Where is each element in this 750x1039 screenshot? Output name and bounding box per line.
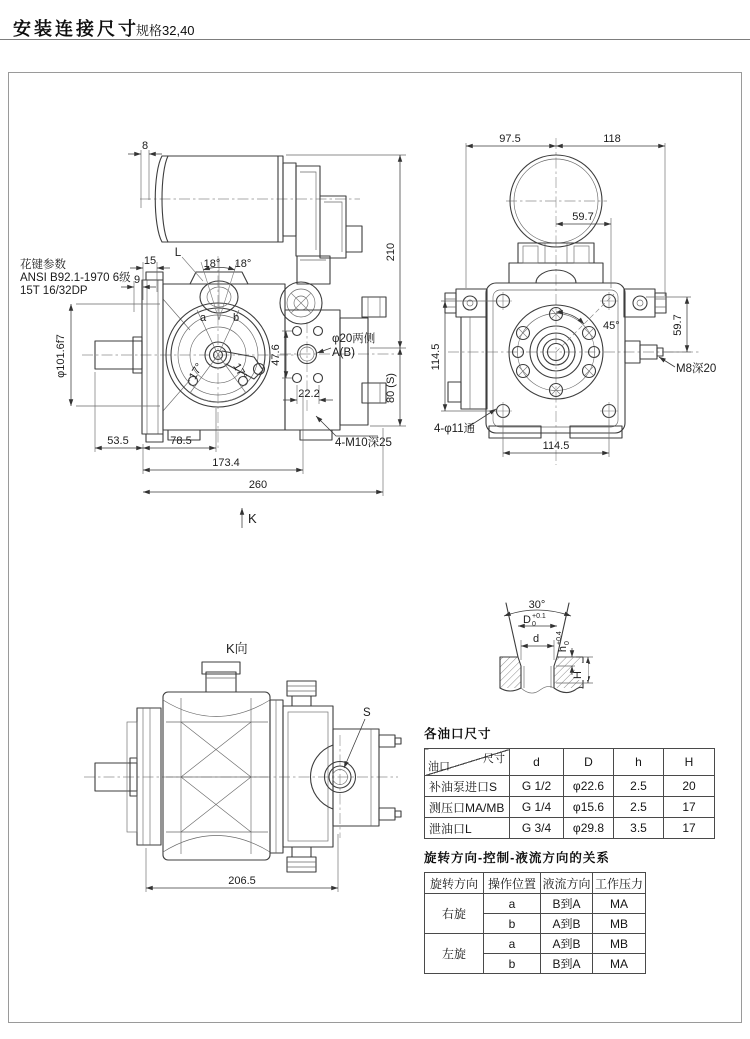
corner-header-cell: [425, 749, 510, 776]
label-k-direction: K: [248, 511, 257, 526]
dim-9: 9: [133, 274, 141, 286]
dim-206-5: 206.5: [228, 875, 256, 887]
dim-78-5: 78.5: [170, 435, 192, 447]
table-row: [425, 797, 715, 818]
corner-label-size: 尺寸: [483, 753, 505, 765]
col-header-flow: 液流方向: [541, 873, 593, 894]
direction-cw: 右旋: [425, 894, 484, 934]
cell: 17: [664, 818, 715, 839]
cell: MA: [593, 894, 646, 914]
cell: 17: [664, 797, 715, 818]
cell: b: [484, 914, 541, 934]
label-port-ab: A(B): [332, 347, 355, 359]
dim-260: 260: [248, 479, 268, 491]
dim-118: 118: [603, 133, 621, 145]
dim-d: d: [532, 633, 540, 645]
cell: 2.5: [614, 797, 664, 818]
dim-D-tol-up: +0.1: [532, 613, 546, 620]
end-view-dimensions: [430, 133, 716, 457]
table-row: [425, 818, 715, 839]
cell: G 3/4: [510, 818, 564, 839]
cell: φ22.6: [564, 776, 614, 797]
cell: a: [484, 894, 541, 914]
cell: a: [484, 934, 541, 954]
dim-45: 45°: [603, 320, 620, 332]
cell: 2.5: [614, 776, 664, 797]
dim-18-right: 18°: [234, 258, 252, 270]
front-view-dimensions: [20, 140, 406, 528]
rotation-table: [424, 872, 646, 974]
dim-210: 210: [385, 242, 397, 262]
dim-30: 30°: [528, 599, 546, 611]
port-name: 测压口MA/MB: [425, 797, 510, 818]
cell: A到B: [541, 934, 593, 954]
port-name: 泄油口L: [425, 818, 510, 839]
port-table-title: 各油口尺寸: [424, 727, 492, 741]
dim-59-7-top: 59.7: [572, 211, 594, 223]
dim-15: 15: [143, 255, 157, 267]
cell: B到A: [541, 954, 593, 974]
col-header-position: 操作位置: [484, 873, 541, 894]
dim-80-s: 80 (S): [385, 373, 397, 403]
dim-114-5-bottom: 114.5: [542, 440, 570, 452]
cell: 20: [664, 776, 715, 797]
dim-47-6: 47.6: [270, 344, 282, 366]
page-subtitle: 规格32,40: [136, 23, 195, 38]
dim-173-4: 173.4: [212, 457, 240, 469]
spline-note-line3: 15T 16/32DP: [20, 285, 88, 297]
dim-97-5: 97.5: [499, 133, 521, 145]
col-header-rotation: 旋转方向: [425, 873, 484, 894]
dim-17-right: 17°: [230, 361, 249, 382]
rotation-table-title: 旋转方向-控制-液流方向的关系: [424, 851, 610, 865]
cell: MA: [593, 954, 646, 974]
port-name: 补油泵进口S: [425, 776, 510, 797]
dim-dia101: φ101.6f7: [55, 334, 67, 378]
spline-note-line1: 花键参数: [20, 259, 66, 271]
cell: b: [484, 954, 541, 974]
dim-17-left: 17°: [187, 361, 206, 382]
label-port-dia: φ20两侧: [332, 333, 376, 345]
cell: φ29.8: [564, 818, 614, 839]
label-pos-a: a: [199, 312, 207, 324]
rotation-table-section: [424, 848, 646, 974]
cell: G 1/4: [510, 797, 564, 818]
table-row: [425, 934, 646, 954]
port-size-table: [424, 748, 715, 839]
cell: φ15.6: [564, 797, 614, 818]
cell: A到B: [541, 914, 593, 934]
end-view-drawing: [445, 138, 700, 465]
dim-114-5-left: 114.5: [430, 343, 442, 371]
dim-D-tol-dn: 0: [532, 621, 536, 628]
col-header-D: D: [564, 749, 614, 776]
dim-18-left: 18°: [203, 258, 221, 270]
dim-h: h: [557, 646, 569, 653]
dim-h-tol-up: +0.4: [556, 631, 563, 645]
cell: G 1/2: [510, 776, 564, 797]
cell: MB: [593, 934, 646, 954]
table-row: [425, 894, 646, 914]
k-view-title: K向: [226, 641, 248, 656]
col-header-h: h: [614, 749, 664, 776]
col-header-H: H: [664, 749, 715, 776]
label-m8: M8深20: [676, 363, 717, 375]
label-s-port: S: [363, 707, 371, 719]
spline-note-line2: ANSI B92.1-1970 6级: [20, 272, 131, 284]
corner-label-port: 油口: [428, 761, 450, 773]
label-dia11: 4-φ11通: [434, 423, 476, 435]
dim-8: 8: [141, 140, 149, 152]
dim-H: H: [572, 671, 584, 679]
cell: MB: [593, 914, 646, 934]
dim-59-7-right: 59.7: [672, 314, 684, 336]
port-size-table-section: [424, 724, 715, 839]
dim-D: D: [523, 614, 531, 626]
direction-ccw: 左旋: [425, 934, 484, 974]
page-title: 安装连接尺寸: [13, 19, 139, 39]
cell: 3.5: [614, 818, 664, 839]
dim-53-5: 53.5: [107, 435, 129, 447]
label-port-l: L: [174, 247, 182, 259]
col-header-pressure: 工作压力: [593, 873, 646, 894]
cell: B到A: [541, 894, 593, 914]
k-view-drawing: [84, 662, 401, 872]
dim-22-2: 22.2: [298, 388, 320, 400]
label-m10: 4-M10深25: [335, 437, 392, 449]
table-row: [425, 776, 715, 797]
label-pos-b: b: [232, 312, 240, 324]
dim-h-tol-dn: 0: [564, 641, 571, 645]
col-header-d: d: [510, 749, 564, 776]
